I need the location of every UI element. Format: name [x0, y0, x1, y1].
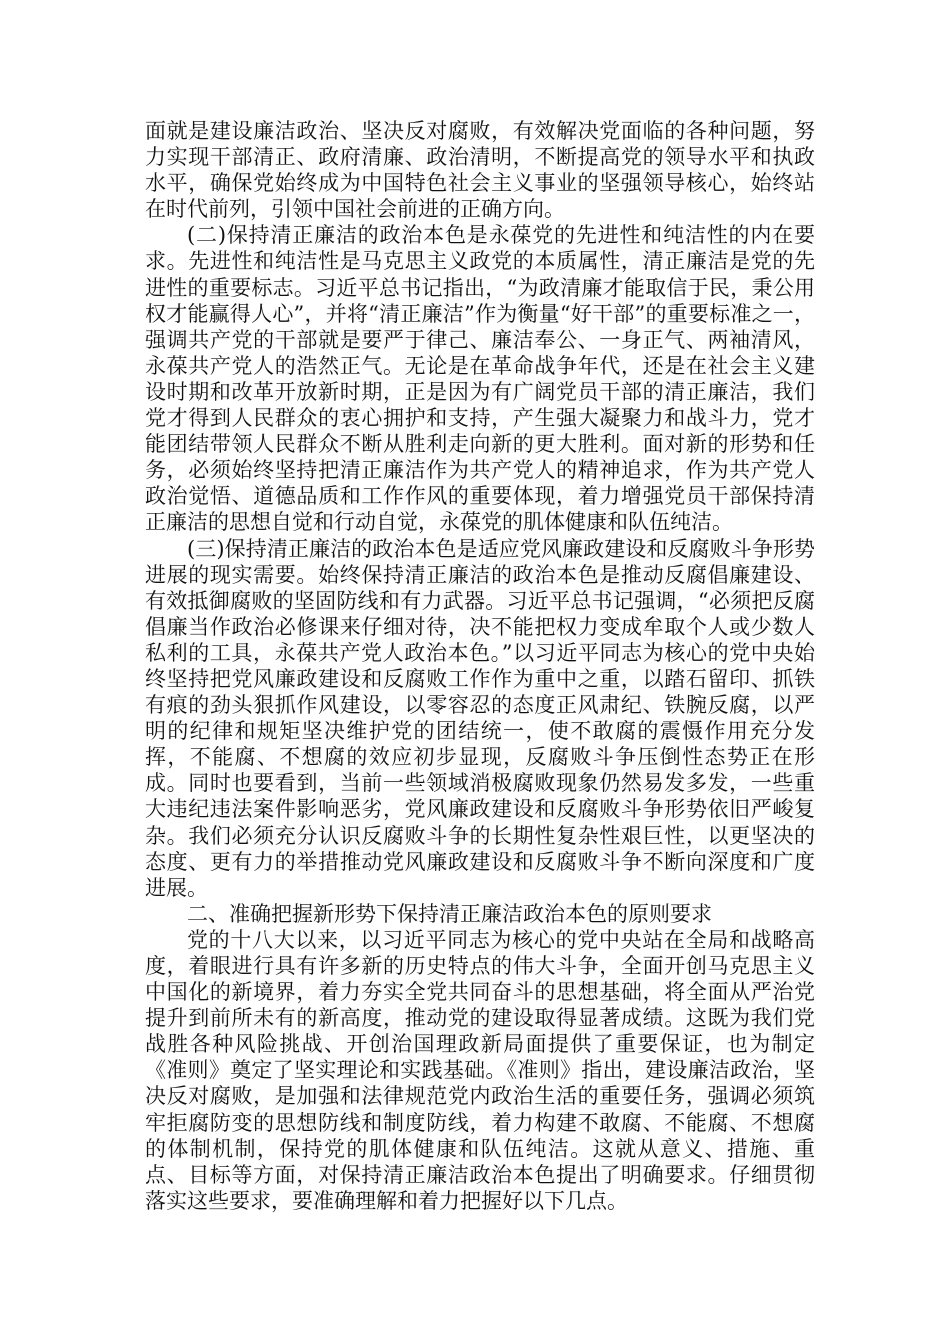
paragraph-section-2: (二)保持清正廉洁的政治本色是永葆党的先进性和纯洁性的内在要求。先进性和纯洁性是马克思主义政党的本质属性，清正廉洁是党的先进性的重要标志。习近平总书记指出，“为政清廉才能取信于民，秉公用权才能赢得人心”，并将“清正廉洁”作为衡量“好干部”的重要标准之一，强调共产党的干部就是要严于律己、廉洁奉公、一身正气、两袖清风，永葆共产党人的浩然正气。无论是在革命战争年代，还是在社会主义建设时期和改革开放新时期，正是因为有广阔党员干部的清正廉洁，我们党才得到人民群众的衷心拥护和支持，产生强大凝聚力和战斗力，党才能团结带领人民群众不断从胜利走向新的更大胜利。面对新的形势和任务，必须始终坚持把清正廉洁作为共产党人的精神追求，作为共产党人政治觉悟、道德品质和工作作风的重要体现，着力增强党员干部保持清正廉洁的思想自觉和行动自觉，永葆党的肌体健康和队伍纯洁。 — [145, 223, 815, 535]
section-heading-2: 二、准确把握新形势下保持清正廉洁政治本色的原则要求 — [187, 901, 712, 926]
paragraph-principles: 党的十八大以来，以习近平同志为核心的党中央站在全局和战略高度，着眼进行具有许多新的历史特点的伟大斗争，全面开创马克思主义中国化的新境界，着力夯实全党共同奋斗的思想基础，将全面从严治党提升到前所未有的新高度，推动党的建设取得显著成绩。这既为我们党战胜各种风险挑战、开创治国理政新局面提供了重要保证，也为制定《准则》奠定了坚实理论和实践基础。《准则》指出，建设廉洁政治，坚决反对腐败，是加强和法律规范党内政治生活的重要任务，强调必须筑牢拒腐防变的思想防线和制度防线，着力构建不敢腐、不能腐、不想腐的体制机制，保持党的肌体健康和队伍纯洁。这就从意义、措施、重点、目标等方面，对保持清正廉洁政治本色提出了明确要求。仔细贯彻落实这些要求，要准确理解和着力把握好以下几点。 — [145, 927, 815, 1213]
paragraph-section-3: (三)保持清正廉洁的政治本色是适应党风廉政建设和反腐败斗争形势进展的现实需要。始终保持清正廉洁的政治本色是推动反腐倡廉建设、有效抵御腐败的坚固防线和有力武器。习近平总书记强调，“必须把反腐倡廉当作政治必修课来仔细对待，决不能把权力变成牟取个人或少数人私利的工具，永葆共产党人政治本色。”以习近平同志为核心的党中央始终坚持把党风廉政建设和反腐败工作作为重中之重，以踏石留印、抓铁有痕的劲头狠抓作风建设，以零容忍的态度正风肃纪、铁腕反腐，以严明的纪律和规矩坚决维护党的团结统一，使不敢腐的震慑作用充分发挥，不能腐、不想腐的效应初步显现，反腐败斗争压倒性态势正在形成。同时也要看到，当前一些领域消极腐败现象仍然易发多发，一些重大违纪违法案件影响恶劣，党风廉政建设和反腐败斗争形势依旧严峻复杂。我们必须充分认识反腐败斗争的长期性复杂性艰巨性，以更坚决的态度、更有力的举措推动党风廉政建设和反腐败斗争不断向深度和广度进展。 — [145, 536, 815, 900]
document-page — [145, 118, 815, 1214]
paragraph-intro-continuation: 面就是建设廉洁政治、坚决反对腐败，有效解决党面临的各种问题，努力实现干部清正、政府清廉、政治清明，不断提高党的领导水平和执政水平，确保党始终成为中国特色社会主义事业的坚强领导核心，始终站在时代前列，引领中国社会前进的正确方向。 — [145, 119, 815, 222]
